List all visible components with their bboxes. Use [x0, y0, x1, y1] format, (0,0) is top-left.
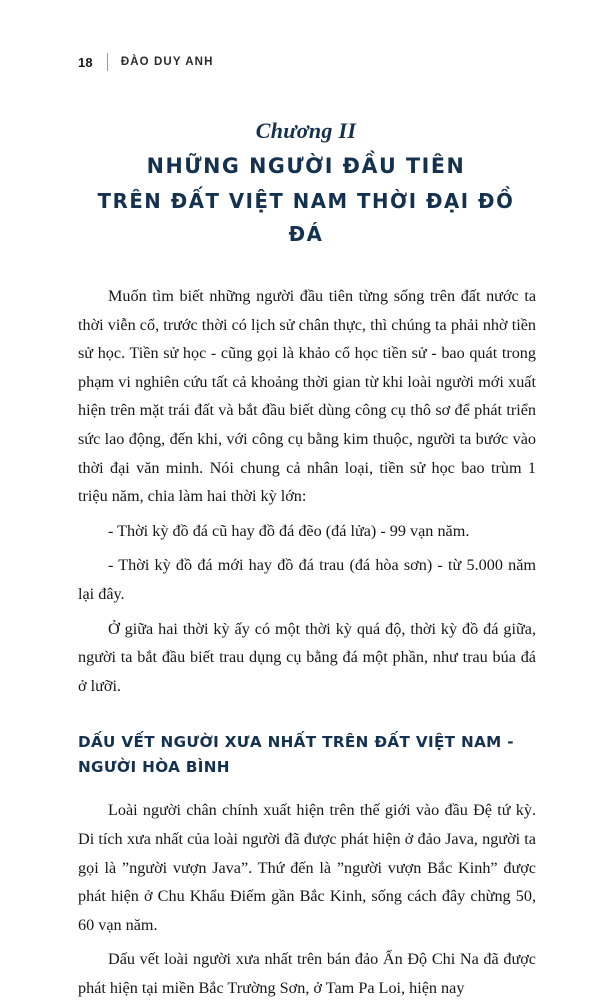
bullet-item-1: - Thời kỳ đồ đá cũ hay đồ đá đẽo (đá lửa) - 99 vạn năm.: [108, 521, 470, 540]
chapter-number: Chương II: [255, 118, 357, 143]
body-text: [78, 282, 536, 1002]
chapter-title-line-1: NHỮNG NGƯỜI ĐẦU TIÊN: [146, 154, 466, 179]
section-heading-line-2: NGƯỜI HÒA BÌNH: [78, 758, 230, 777]
section-heading-line-1: DẤU VẾT NGƯỜI XƯA NHẤT TRÊN ĐẤT VIỆT NAM -: [78, 733, 514, 752]
chapter-heading-block: [78, 118, 534, 251]
running-head-author: ĐÀO DUY ANH: [120, 56, 214, 68]
paragraph-1: Muốn tìm biết những người đầu tiên từng sống trên đất nước ta thời viễn cổ, trước thời có lịch sử chân thực, thì chúng ta phải nhờ tiền sử học. Tiền sử học - cũng gọi là khảo cổ học tiền sử - bao quát trong phạm vi nghiên cứu tất cả khoảng thời gian từ khi loài người mới xuất hiện trên mặt trái đất và bắt đầu biết dùng công cụ thô sơ để phát triển sức lao động, đến khi, với công cụ bằng kim thuộc, người ta bước vào thời đại văn minh. Nói chung cả nhân loại, tiền sử học bao trùm 1 triệu năm, chia làm hai thời kỳ lớn:: [78, 287, 536, 506]
section-spacer: [78, 780, 536, 796]
chapter-title-line-2: TRÊN ĐẤT VIỆT NAM THỜI ĐẠI ĐỒ ĐÁ: [97, 188, 515, 247]
section-heading: [78, 730, 536, 780]
section-spacer: [78, 700, 536, 730]
page-number: 18: [78, 54, 93, 70]
running-head: [78, 52, 213, 72]
paragraph-2: Ở giữa hai thời kỳ ấy có một thời kỳ quá độ, thời kỳ đồ đá giữa, người ta bắt đầu biết trau dụng cụ bằng đá một phần, như trau búa đá ở lưỡi.: [78, 619, 536, 695]
paragraph-4: Dấu vết loài người xưa nhất trên bán đảo Ấn Độ Chi Na đã được phát hiện tại miền Bắc Trường Sơn, ở Tam Pa Loi, hiện nay: [78, 950, 536, 997]
chapter-title: [87, 150, 525, 251]
header-divider: [107, 53, 108, 71]
bullet-item-2: - Thời kỳ đồ đá mới hay đồ đá trau (đá hòa sơn) - từ 5.000 năm lại đây.: [78, 556, 536, 603]
paragraph-3: Loài người chân chính xuất hiện trên thế giới vào đầu Đệ tứ kỳ. Di tích xưa nhất của loài người đã được phát hiện ở đảo Java, người ta gọi là ”người vượn Java”. Thứ đến là ”người vượn Bắc Kinh” được phát hiện ở Chu Khẩu Điếm gần Bắc Kinh, sống cách đây chừng 50, 60 vạn năm.: [78, 801, 536, 934]
